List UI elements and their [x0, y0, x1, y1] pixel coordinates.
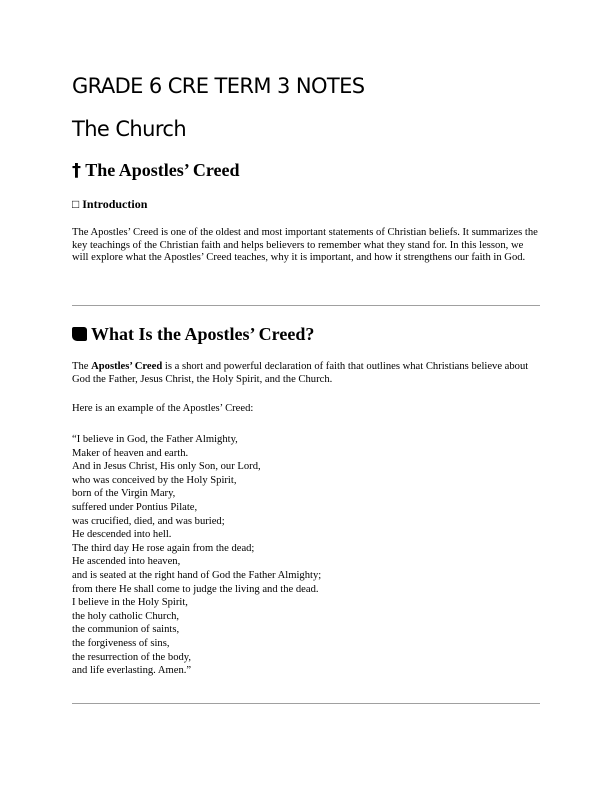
section-heading-what-is: [72, 324, 540, 345]
creed-line: was crucified, died, and was buried;: [72, 515, 225, 527]
document-title: GRADE 6 CRE TERM 3 NOTES: [72, 74, 365, 98]
creed-line: from there He shall come to judge the living and the dead.: [72, 583, 319, 595]
example-intro: Here is an example of the Apostles’ Creed:: [72, 403, 254, 414]
creed-line: who was conceived by the Holy Spirit,: [72, 474, 237, 486]
creed-line: the communion of saints,: [72, 624, 180, 636]
cross-icon: †: [72, 160, 81, 181]
creed-line: I believe in the Holy Spirit,: [72, 597, 188, 609]
bold-term: Apostles’ Creed: [91, 361, 163, 372]
creed-line: and is seated at the right hand of God the Father Almighty;: [72, 569, 322, 581]
creed-line: the resurrection of the body,: [72, 651, 192, 663]
creed-line: He descended into hell.: [72, 529, 172, 541]
divider: [72, 305, 540, 306]
heading-text: What Is the Apostles’ Creed?: [91, 324, 315, 344]
introduction-paragraph: The Apostles’ Creed is one of the oldest and most important statements of Christian beliefs. It summarizes the key teachings of the Christian faith and helps believers to remember what they stand for. In this lesson, we will explore what the Apostles’ Creed teaches, why it is important, and how it strengthens our faith in God.: [72, 227, 538, 264]
creed-line: And in Jesus Christ, His only Son, our Lord,: [72, 461, 261, 473]
text: is a short and powerful declaration of faith that outlines what Christians believe about God the Father, Jesus Christ, the Holy Spirit, and the Church.: [72, 361, 529, 385]
definition-paragraph: [72, 361, 540, 386]
scroll-icon: [72, 327, 87, 341]
subheading-introduction: [72, 197, 540, 212]
chapter-title: The Church: [72, 117, 187, 141]
section-heading-apostles-creed: [72, 160, 540, 181]
creed-line: suffered under Pontius Pilate,: [72, 501, 198, 513]
creed-line: Maker of heaven and earth.: [72, 447, 189, 459]
box-icon: □: [72, 197, 80, 211]
creed-line: and life everlasting. Amen.”: [72, 665, 192, 677]
creed-line: “I believe in God, the Father Almighty,: [72, 434, 238, 445]
creed-line: born of the Virgin Mary,: [72, 488, 176, 500]
creed-line: He ascended into heaven,: [72, 556, 181, 568]
creed-text: [72, 433, 540, 678]
subheading-text: Introduction: [82, 197, 148, 211]
heading-text: The Apostles’ Creed: [85, 160, 240, 180]
creed-line: The third day He rose again from the dead;: [72, 542, 255, 554]
divider: [72, 703, 540, 704]
text: The: [72, 361, 92, 372]
creed-line: the forgiveness of sins,: [72, 637, 170, 649]
creed-line: the holy catholic Church,: [72, 610, 180, 622]
